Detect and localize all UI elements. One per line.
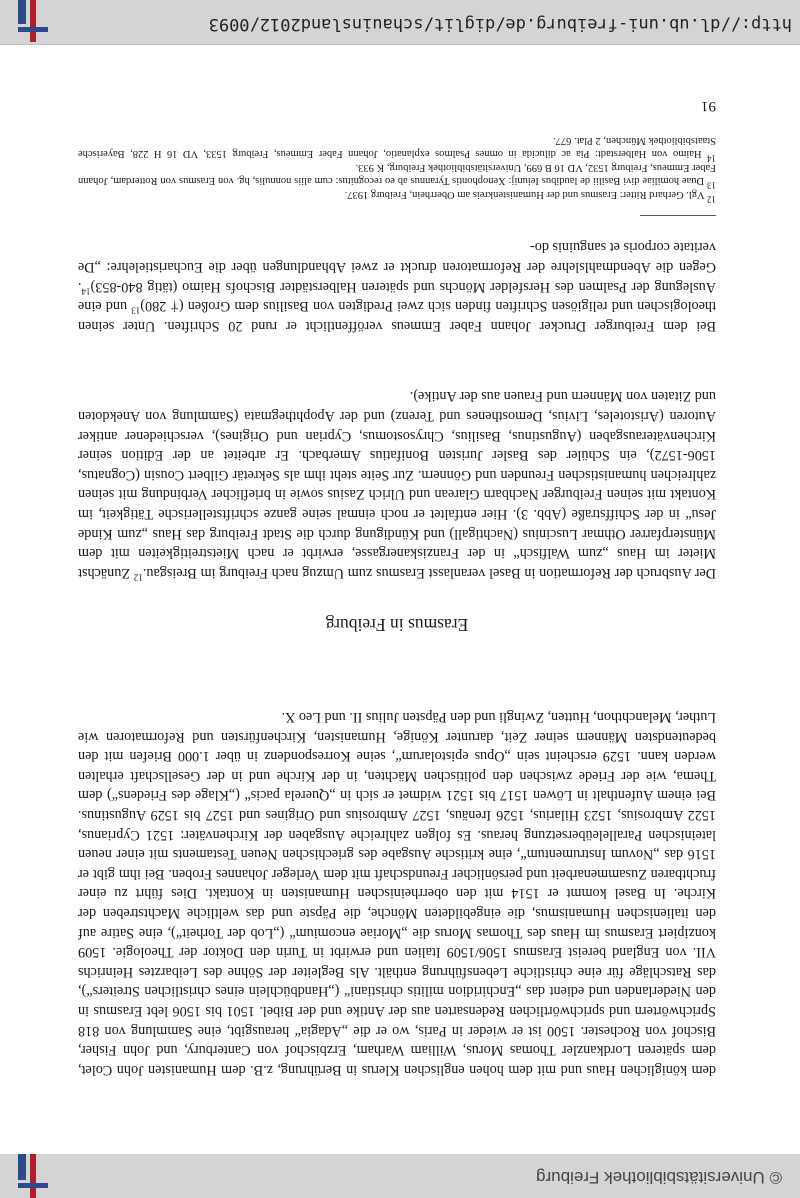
- copyright-text: © Universitätsbibliothek Freiburg: [536, 1168, 782, 1187]
- paragraph-text: Bei dem Freiburger Drucker Johann Faber Emmeus veröffentlicht er rund 20 Schriften. Unter seinen theologischen und religiösen Schriften finden sich zwei Predigten von Basilius dem Großen († 280): [78, 298, 716, 334]
- footnote-number: 14: [707, 153, 716, 164]
- footnote-ref-13[interactable]: 13: [131, 305, 141, 316]
- paragraph-text: Der Ausbruch der Reformation in Basel veranlasst Erasmus zum Umzug nach Freiburg im Breisgau.: [142, 564, 716, 581]
- paragraph-text: und eine Auslegung der Psalmen des Hersfelder Mönchs und späteren Halberstädter Bischofs Haimo (tätig 840-853): [78, 278, 716, 315]
- footnote-item: [78, 187, 716, 205]
- footnote-number: 12: [707, 194, 716, 205]
- footnote-text: Vgl. Gerhard Ritter: Erasmus und der Humanistenkreis am Oberrhein, Freiburg 1937.: [344, 189, 705, 200]
- page-number: 91: [701, 98, 716, 114]
- document-page: [0, 45, 800, 1154]
- paragraph-printer-emmeus: [78, 237, 716, 335]
- paragraph-text: . Gegen die Abendmahlslehre der Reformatoren druckt er zwei Abhandlungen über die Eucharistielehre: „De veritate corporis et sanguinis do-: [78, 239, 716, 295]
- section-heading: Erasmus in Freiburg: [325, 615, 469, 635]
- header-bar: [0, 1153, 800, 1198]
- footnote-item: [78, 133, 716, 164]
- footnote-text: Duae homiliae divi Basilii de laudibus Ieiunij: Xenophontis Tyrannus ab eo recognitus: cum aliis nonnulis, hg. von Erasmus von Rotterdam, Johann Faber Emmeus, Freiburg 1532, VD 16 B 699, Universitätsbibliothek Freiburg, K 933.: [78, 161, 716, 187]
- university-logo-icon: [12, 0, 52, 42]
- footer-bar: [0, 0, 800, 45]
- permalink-url[interactable]: http://dl.ub.uni-freiburg.de/diglit/schauinsland2012/0093: [208, 14, 792, 34]
- footnotes: [78, 133, 716, 205]
- paragraph-move-to-freiburg: [78, 386, 716, 582]
- footnote-item: [78, 160, 716, 191]
- paragraph-erasmus-biography: dem königlichen Haus und mit dem hohen englischen Klerus in Berührung, z.B. dem Humanisten John Colet, dem späteren Lordkanzler Thomas Morus, William Warham, Erzbischof von Canterbury, und John Fisher, Bischof von Rochester. 1500 ist er wieder in Paris, wo er die „Adagia“ herausgibt, eine Sammlung von 818 Sprichwörtern und sprichwörtlichen Redensarten aus der Antike und der Bibel. 1501 bis 1506 lebt Erasmus in den Niederlanden und edient das „Enchiridion militis christiani“ („Handbüchlein eines christlichen Streiters“), das Ratschläge für eine christliche Lebensführung enthält. Als Begleiter der Söhne des Leibarztes Heinrichs VII. von England bereist Erasmus 1506/1509 Italien und erwirbt in Turin den Doktor der Theologie. 1509 konzipiert Erasmus im Haus des Thomas Morus die „Moriae encomium“ („Lob der Torheit“), eine Satire auf den italienischen Humanismus, die eingebildeten Mönche, die Päpste und das weltliche Machtstreben der Kirche. In Basel kommt er 1514 mit den oberrheinischen Humanisten in Kontakt. Dies führt zu einer fruchtbaren Zusammenarbeit und persönlicher Freundschaft mit dem Verleger Johannes Froben. Bei ihm gibt er 1516 das „Novum Instrumentum“, eine kritische Ausgabe des griechischen Neuen Testaments mit einer neuen lateinischen Paralleleübersetzung heraus. Es folgen zahlreiche Ausgaben der Kirchenväter: 1521 Cyprianus, 1522 Ambrosius, 1523 Hilarius, 1526 Irenäus, 1527 Ambrosius und Origines und 1527 bis 1529 Augustinus. Bei einem Aufenthalt in Löwen 1517 bis 1521 widmet er sich in „Querela pacis“ („Klage des Friedens“) dem Thema, wie der Friede zwischen den politischen Mächten, in der Kirche und in der Gesellschaft erhalten werden kann. 1529 erscheint sein „Opus epistolarum“, seine Korrespondenz in über 1.000 Briefen mit den bedeutendsten Männern seiner Zeit, darunter Könige, Humanisten, Kirchenfürsten und Reformatoren wie Luther, Melanchthon, Hutten, Zwingli und den Päpsten Julius II. und Leo X.: [78, 709, 716, 1078]
- paragraph-text: Zunächst Mieter im Haus „zum Walfisch“ in der Franziskanergasse, erwirbt er nach Mietstreitigkeiten mit dem Münsterpfarrer Othmar Luscinius (Nachtigall) und Kündigung durch die Stadt Freiburg das Haus „zum Kinde Jesu“ in der Schiffstraße (Abb. 3). Hier entfaltet er noch einmal seine ganze schriftstellerische Tätigkeit, im Kontakt mit seinen Freiburger Nachbarn Glarean und Ulrich Zasius sowie in brieflicher Verbindung mit seinen zahlreichen humanistischen Freunden und Gönnern. Zur Seite steht ihm als Sekretär Gilbert Cousin (Cognatus, 1506-1572), ein Schüler des Basler Juristen Bonifatius Amerbach. Er arbeitet an der Edition seiner Kirchenväterausgaben (Augustinus, Basilius, Chrysostomus, Cyprian und Origines), verschiedener antiker Autoren (Aristoteles, Livius, Demosthenes und Terenz) und der Apophthegmata (Sammlung von Anekdoten und Zitaten von Männern und Frauen aus der Antike).: [78, 388, 716, 581]
- footnote-divider: [640, 215, 716, 216]
- footnote-text: Haimo von Halberstadt: Pia ac dilucida in omnes Psalmos explanatio, Johann Faber Emmeus, Freiburg 1533, VD 16 H 228, Bayerische Staatsbibliothek München, 2 Plat. 677.: [78, 134, 716, 160]
- footnote-ref-12[interactable]: 12: [133, 572, 143, 583]
- footnote-number: 13: [707, 180, 716, 191]
- footnote-ref-14[interactable]: 14: [81, 286, 91, 297]
- university-logo-icon: [12, 1154, 52, 1198]
